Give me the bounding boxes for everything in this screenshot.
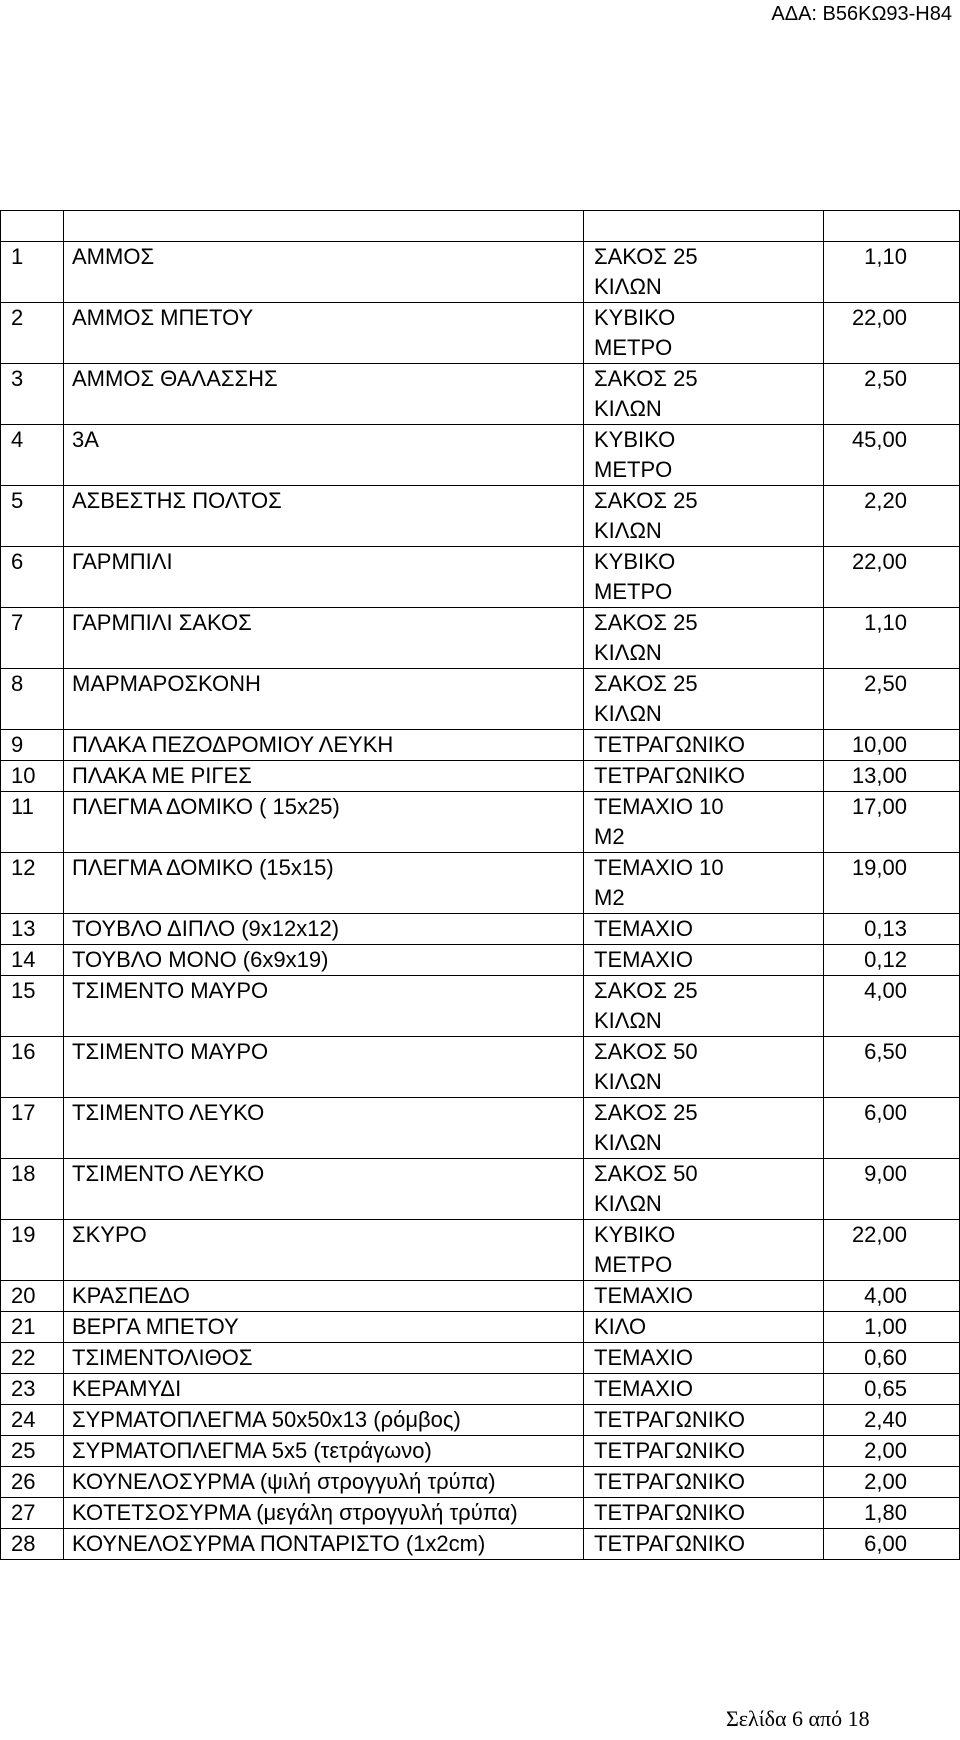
table-row [1,1220,960,1281]
item-unit: ΚΥΒΙΚΟ ΜΕΤΡΟ [584,425,824,486]
table-row [1,1343,960,1374]
item-price: 10,00 [824,730,960,761]
item-price: 13,00 [824,761,960,792]
row-number: 17 [1,1098,64,1159]
item-price: 17,00 [824,792,960,853]
table-row [1,608,960,669]
table-row [1,1529,960,1560]
item-price: 19,00 [824,853,960,914]
item-price: 9,00 [824,1159,960,1220]
item-price: 1,10 [824,242,960,303]
item-unit: ΤΕΤΡΑΓΩΝΙΚΟ [584,761,824,792]
table-row [1,730,960,761]
item-description: ΤΣΙΜΕΝΤΟ ΜΑΥΡΟ [64,976,584,1037]
item-description: ΚΟΥΝΕΛΟΣΥΡΜΑ ΠΟΝΤΑΡΙΣΤΟ (1x2cm) [64,1529,584,1560]
row-number: 11 [1,792,64,853]
table-row [1,1281,960,1312]
row-number: 5 [1,486,64,547]
row-number: 7 [1,608,64,669]
item-description: ΤΣΙΜΕΝΤΟ ΛΕΥΚΟ [64,1159,584,1220]
row-number: 15 [1,976,64,1037]
table-row [1,1374,960,1405]
item-price: 2,50 [824,364,960,425]
table-row [1,303,960,364]
row-number: 13 [1,914,64,945]
table-row [1,364,960,425]
item-price: 6,00 [824,1098,960,1159]
row-number: 10 [1,761,64,792]
item-description: ΠΛΑΚΑ ΜΕ ΡΙΓΕΣ [64,761,584,792]
item-unit: ΤΕΜΑΧΙΟ [584,1374,824,1405]
item-description: ΒΕΡΓΑ ΜΠΕΤΟΥ [64,1312,584,1343]
row-number: 6 [1,547,64,608]
item-description: ΠΛΕΓΜΑ ΔΟΜΙΚΟ ( 15x25) [64,792,584,853]
row-number: 22 [1,1343,64,1374]
item-unit: ΣΑΚΟΣ 25 ΚΙΛΩΝ [584,669,824,730]
item-unit: ΤΕΜΑΧΙΟ [584,945,824,976]
price-table-body [1,211,960,1560]
item-description: ΠΛΕΓΜΑ ΔΟΜΙΚΟ (15x15) [64,853,584,914]
table-row [1,486,960,547]
row-number: 1 [1,242,64,303]
item-description: ΣΚΥΡΟ [64,1220,584,1281]
item-unit: ΤΕΜΑΧΙΟ [584,1281,824,1312]
item-price: 22,00 [824,1220,960,1281]
table-row [1,761,960,792]
item-unit: ΤΕΜΑΧΙΟ [584,1343,824,1374]
item-price: 0,65 [824,1374,960,1405]
item-unit: ΣΑΚΟΣ 25 ΚΙΛΩΝ [584,242,824,303]
table-row [1,547,960,608]
item-unit: ΤΕΤΡΑΓΩΝΙΚΟ [584,1405,824,1436]
item-unit: ΣΑΚΟΣ 25 ΚΙΛΩΝ [584,486,824,547]
price-table [0,210,960,1560]
item-description: ΑΜΜΟΣ [64,242,584,303]
item-description: ΤΣΙΜΕΝΤΟ ΛΕΥΚΟ [64,1098,584,1159]
item-price: 0,12 [824,945,960,976]
item-unit: ΣΑΚΟΣ 50 ΚΙΛΩΝ [584,1159,824,1220]
item-unit: ΚΥΒΙΚΟ ΜΕΤΡΟ [584,303,824,364]
item-price: 22,00 [824,303,960,364]
table-row [1,1312,960,1343]
item-unit: ΚΙΛΟ [584,1312,824,1343]
item-description: ΤΣΙΜΕΝΤΟ ΜΑΥΡΟ [64,1037,584,1098]
table-row [1,1405,960,1436]
item-description: ΣΥΡΜΑΤΟΠΛΕΓΜΑ 50x50x13 (ρόμβος) [64,1405,584,1436]
header-cell-desc [64,211,584,242]
table-row [1,853,960,914]
item-price: 2,50 [824,669,960,730]
item-description: ΚΕΡΑΜΥΔΙ [64,1374,584,1405]
item-price: 2,00 [824,1436,960,1467]
table-row [1,1498,960,1529]
table-row [1,425,960,486]
table-header-row [1,211,960,242]
item-unit: ΤΕΜΑΧΙΟ [584,914,824,945]
item-unit: ΤΕΤΡΑΓΩΝΙΚΟ [584,1498,824,1529]
item-price: 0,60 [824,1343,960,1374]
table-row [1,945,960,976]
item-description: ΤΟΥΒΛΟ ΔΙΠΛΟ (9x12x12) [64,914,584,945]
row-number: 24 [1,1405,64,1436]
item-description: ΑΜΜΟΣ ΘΑΛΑΣΣΗΣ [64,364,584,425]
item-price: 1,80 [824,1498,960,1529]
item-description: ΓΑΡΜΠΙΛΙ ΣΑΚΟΣ [64,608,584,669]
row-number: 2 [1,303,64,364]
table-row [1,1098,960,1159]
item-description: ΤΣΙΜΕΝΤΟΛΙΘΟΣ [64,1343,584,1374]
item-price: 0,13 [824,914,960,945]
row-number: 8 [1,669,64,730]
item-unit: ΤΕΜΑΧΙΟ 10 Μ2 [584,792,824,853]
row-number: 19 [1,1220,64,1281]
table-row [1,792,960,853]
item-price: 1,00 [824,1312,960,1343]
row-number: 27 [1,1498,64,1529]
row-number: 18 [1,1159,64,1220]
item-unit: ΚΥΒΙΚΟ ΜΕΤΡΟ [584,547,824,608]
header-cell-unit [584,211,824,242]
table-row [1,976,960,1037]
item-description: ΑΣΒΕΣΤΗΣ ΠΟΛΤΟΣ [64,486,584,547]
item-price: 2,40 [824,1405,960,1436]
item-description: 3Α [64,425,584,486]
item-price: 4,00 [824,976,960,1037]
row-number: 25 [1,1436,64,1467]
item-price: 22,00 [824,547,960,608]
table-row [1,1037,960,1098]
item-description: ΤΟΥΒΛΟ ΜΟΝΟ (6x9x19) [64,945,584,976]
item-price: 45,00 [824,425,960,486]
item-price: 1,10 [824,608,960,669]
page-number: Σελίδα 6 από 18 [726,1706,870,1731]
row-number: 21 [1,1312,64,1343]
table-row [1,1436,960,1467]
item-unit: ΣΑΚΟΣ 25 ΚΙΛΩΝ [584,608,824,669]
item-price: 6,50 [824,1037,960,1098]
row-number: 3 [1,364,64,425]
item-price: 6,00 [824,1529,960,1560]
item-unit: ΚΥΒΙΚΟ ΜΕΤΡΟ [584,1220,824,1281]
item-unit: ΣΑΚΟΣ 25 ΚΙΛΩΝ [584,364,824,425]
item-unit: ΤΕΜΑΧΙΟ 10 Μ2 [584,853,824,914]
item-unit: ΤΕΤΡΑΓΩΝΙΚΟ [584,730,824,761]
item-description: ΚΟΥΝΕΛΟΣΥΡΜΑ (ψιλή στρογγυλή τρύπα) [64,1467,584,1498]
row-number: 12 [1,853,64,914]
item-description: ΑΜΜΟΣ ΜΠΕΤΟΥ [64,303,584,364]
item-unit: ΣΑΚΟΣ 25 ΚΙΛΩΝ [584,1098,824,1159]
document-code: ΑΔΑ: Β56ΚΩ93-Η84 [771,3,952,25]
item-unit: ΤΕΤΡΑΓΩΝΙΚΟ [584,1529,824,1560]
row-number: 26 [1,1467,64,1498]
item-description: ΣΥΡΜΑΤΟΠΛΕΓΜΑ 5x5 (τετράγωνο) [64,1436,584,1467]
item-description: ΚΟΤΕΤΣΟΣΥΡΜΑ (μεγάλη στρογγυλή τρύπα) [64,1498,584,1529]
row-number: 14 [1,945,64,976]
item-description: ΚΡΑΣΠΕΔΟ [64,1281,584,1312]
item-price: 2,20 [824,486,960,547]
row-number: 16 [1,1037,64,1098]
item-unit: ΣΑΚΟΣ 25 ΚΙΛΩΝ [584,976,824,1037]
item-description: ΠΛΑΚΑ ΠΕΖΟΔΡΟΜΙΟΥ ΛΕΥΚΗ [64,730,584,761]
row-number: 9 [1,730,64,761]
item-unit: ΤΕΤΡΑΓΩΝΙΚΟ [584,1467,824,1498]
row-number: 4 [1,425,64,486]
table-row [1,1159,960,1220]
item-description: ΜΑΡΜΑΡΟΣΚΟΝΗ [64,669,584,730]
item-price: 4,00 [824,1281,960,1312]
item-description: ΓΑΡΜΠΙΛΙ [64,547,584,608]
table-row [1,1467,960,1498]
row-number: 28 [1,1529,64,1560]
table-row [1,914,960,945]
row-number: 20 [1,1281,64,1312]
header-cell-num [1,211,64,242]
row-number: 23 [1,1374,64,1405]
item-unit: ΣΑΚΟΣ 50 ΚΙΛΩΝ [584,1037,824,1098]
item-price: 2,00 [824,1467,960,1498]
header-cell-price [824,211,960,242]
item-unit: ΤΕΤΡΑΓΩΝΙΚΟ [584,1436,824,1467]
table-row [1,669,960,730]
table-row [1,242,960,303]
